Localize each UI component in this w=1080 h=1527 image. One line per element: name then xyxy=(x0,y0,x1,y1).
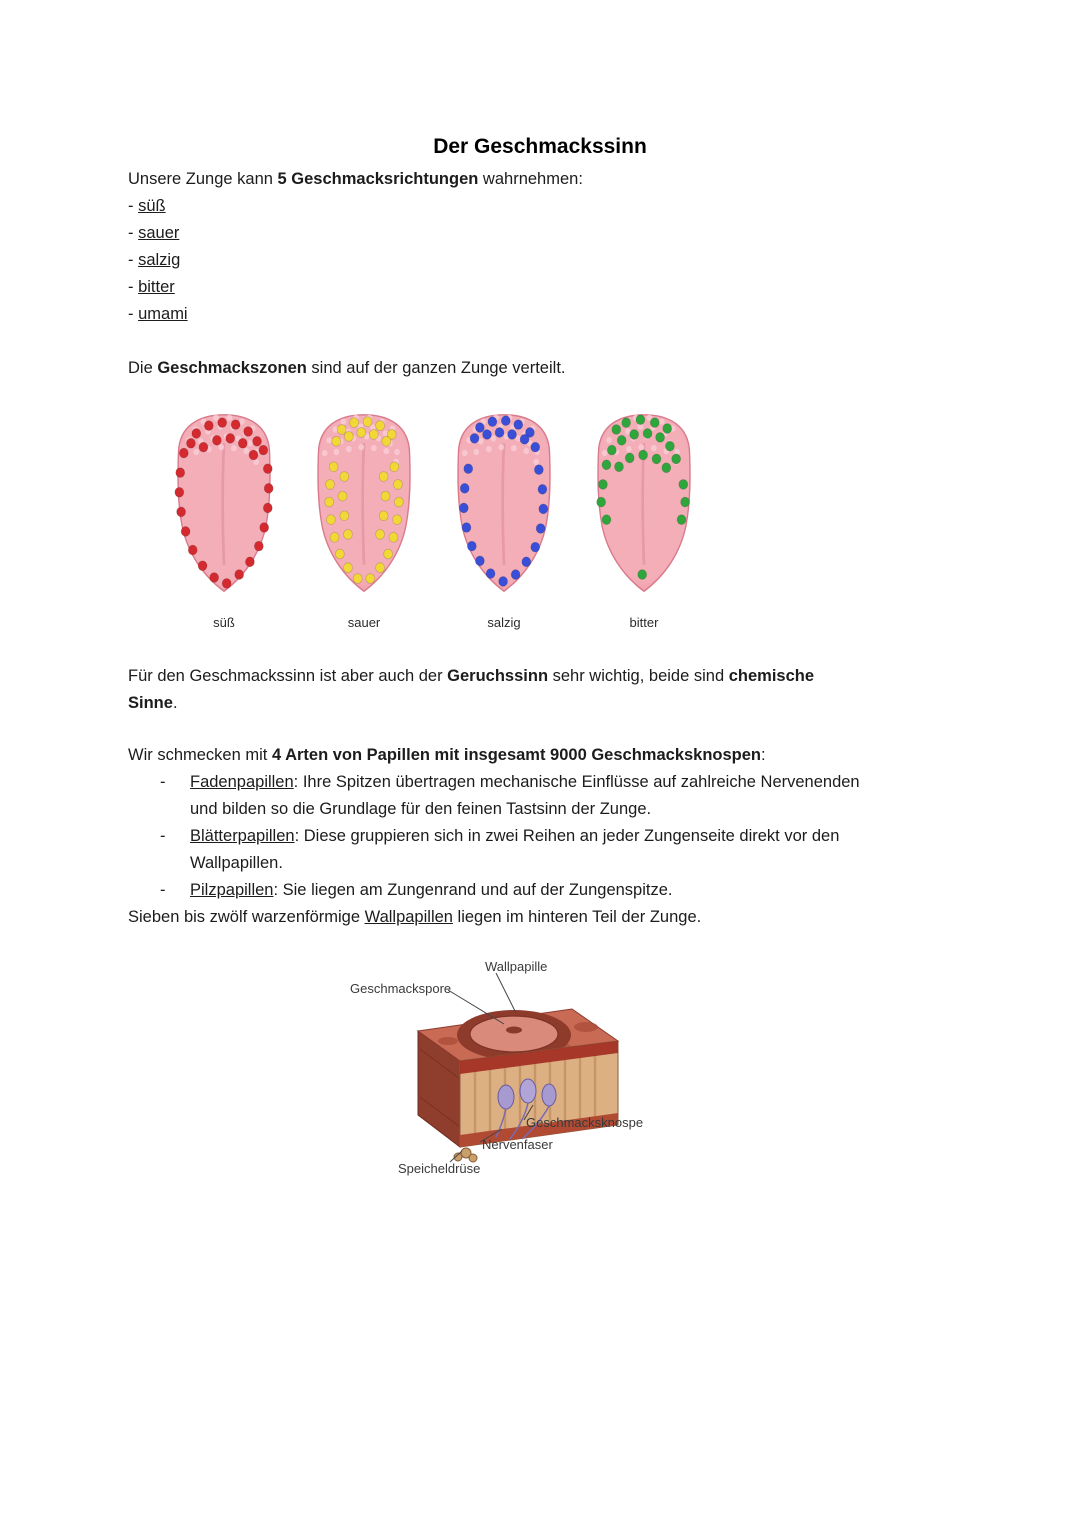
intro-line xyxy=(128,166,952,193)
tongue-illustration-sauer xyxy=(297,406,431,602)
papillen-term-pilzpapillen: Pilzpapillen xyxy=(190,881,274,899)
zones-text-post: sind auf der ganzen Zunge verteilt. xyxy=(306,359,566,377)
list-dash: - xyxy=(128,224,139,242)
wallpapillen-line xyxy=(128,904,952,931)
taste-list-item xyxy=(128,193,952,220)
papillen-desc: : Diese gruppieren sich in zwei Reihen an jeder Zungenseite direkt vor den Wallpapillen. xyxy=(190,827,840,872)
tongue-caption-bitter: bitter xyxy=(629,615,659,630)
papillen-intro xyxy=(128,742,952,769)
tongue-cell-suess xyxy=(154,406,294,631)
smell-paragraph xyxy=(128,663,952,717)
label-nervenfaser: Nervenfaser xyxy=(482,1137,553,1152)
papillen-item-text xyxy=(190,769,890,823)
papillen-item-text xyxy=(190,823,890,877)
papillen-list-item xyxy=(128,823,952,877)
papillen-term-fadenpapillen: Fadenpapillen xyxy=(190,773,294,791)
tongue-illustration-bitter xyxy=(577,406,711,602)
page-title: Der Geschmackssinn xyxy=(433,135,647,158)
papillen-term-blaetterpapillen: Blätterpapillen xyxy=(190,827,295,845)
taste-list-item xyxy=(128,247,952,274)
taste-label-umami: umami xyxy=(138,305,188,323)
tongue-cell-salzig xyxy=(434,406,574,631)
intro-bold: 5 Geschmacksrichtungen xyxy=(277,170,479,188)
intro-text-post: wahrnehmen: xyxy=(478,170,583,188)
papillen-list-item xyxy=(128,769,952,823)
taste-list-item xyxy=(128,301,952,328)
taste-label-bitter: bitter xyxy=(138,278,175,296)
tongue-cell-sauer xyxy=(294,406,434,631)
smell-bold-geruchssinn: Geruchssinn xyxy=(447,667,549,685)
papillen-intro-pre: Wir schmecken mit xyxy=(128,746,272,764)
papillen-list xyxy=(128,769,952,904)
taste-label-suess: süß xyxy=(138,197,166,215)
wall-text-post: liegen im hinteren Teil der Zunge. xyxy=(452,908,702,926)
list-dash: - xyxy=(128,305,139,323)
tongue-caption-salzig: salzig xyxy=(487,615,521,630)
smell-bold-sinne: Sinne xyxy=(128,694,173,712)
label-wallpapille: Wallpapille xyxy=(485,959,548,974)
papillen-intro-bold: 4 Arten von Papillen mit insgesamt 9000 Geschmacksknospen xyxy=(271,746,762,764)
smell-text-post: . xyxy=(172,694,178,712)
papilla-anatomy-figure xyxy=(300,957,700,1197)
tongue-cell-bitter xyxy=(574,406,714,631)
list-dash: - xyxy=(128,251,139,269)
label-geschmacksknospe: Geschmacksknospe xyxy=(526,1115,644,1130)
label-speicheldruese: Speicheldrüse xyxy=(398,1161,481,1176)
zones-bold: Geschmackszonen xyxy=(157,359,307,377)
taste-list-item xyxy=(128,220,952,247)
list-dash: - xyxy=(128,197,139,215)
list-dash: - xyxy=(160,773,166,791)
intro-text-pre: Unsere Zunge kann xyxy=(128,170,278,188)
list-dash: - xyxy=(160,827,166,845)
tongue-caption-suess: süß xyxy=(213,615,235,630)
papillen-list-item xyxy=(128,877,952,904)
papillen-item-text xyxy=(190,877,890,904)
zones-line xyxy=(128,355,952,382)
zones-text-pre: Die xyxy=(128,359,158,377)
list-dash: - xyxy=(160,881,166,899)
papillen-intro-post: : xyxy=(761,746,766,764)
wall-text-pre: Sieben bis zwölf warzenförmige xyxy=(128,908,365,926)
tongue-illustration-salzig xyxy=(437,406,571,602)
smell-text-pre: Für den Geschmackssinn ist aber auch der xyxy=(128,667,448,685)
taste-label-salzig: salzig xyxy=(138,251,181,269)
taste-list-item xyxy=(128,274,952,301)
wall-term: Wallpapillen xyxy=(364,908,453,926)
smell-text-mid: sehr wichtig, beide sind xyxy=(548,667,729,685)
taste-list xyxy=(128,193,952,328)
papillen-desc: : Ihre Spitzen übertragen mechanische Einflüsse auf zahlreiche Nervenenden und bilden so die Grundlage für den feinen Tastsinn der Zunge. xyxy=(190,773,860,818)
label-geschmackspore: Geschmackspore xyxy=(350,981,452,996)
list-dash: - xyxy=(128,278,139,296)
tongue-illustration-suess xyxy=(157,406,291,602)
papillen-desc: : Sie liegen am Zungenrand und auf der Zungenspitze. xyxy=(273,881,673,899)
smell-bold-chemische: chemische xyxy=(728,667,815,685)
taste-zones-figure xyxy=(154,406,952,631)
taste-label-sauer: sauer xyxy=(138,224,180,242)
tongue-caption-sauer: sauer xyxy=(347,615,381,630)
